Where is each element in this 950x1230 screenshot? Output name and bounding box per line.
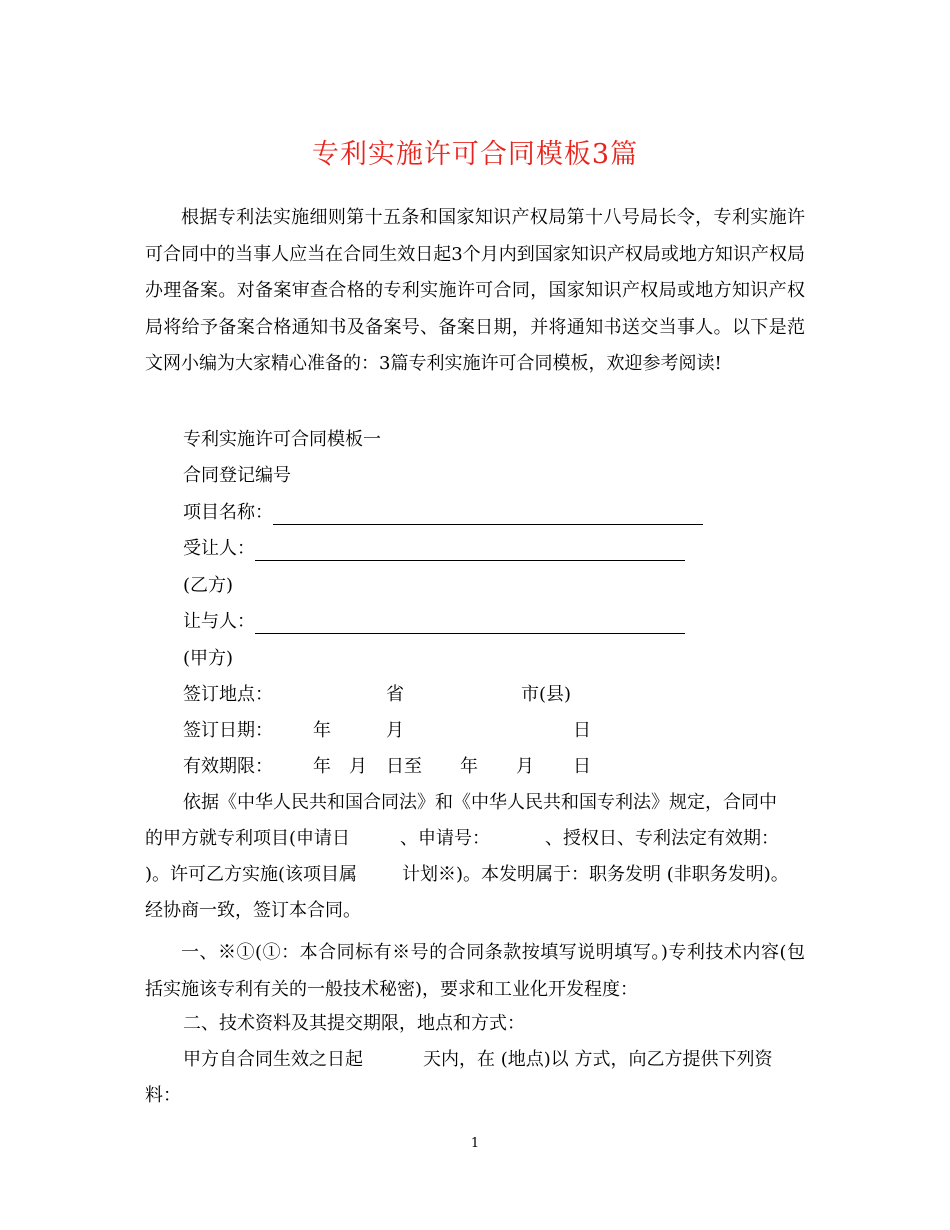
- sign-date-label: 签订日期：: [183, 720, 273, 741]
- city-label: 市(县): [521, 684, 572, 705]
- template-heading: 专利实施许可合同模板一: [183, 429, 381, 450]
- validity-start-day-to: 日至: [386, 756, 422, 777]
- clause-one-paragraph: 一、※①(①：本合同标有※号的合同条款按填写说明填写。)专利技术内容(包括实施该专利有关的一般技术秘密)，要求和工业化开发程度：: [145, 942, 805, 1000]
- assignee-blank: [255, 541, 685, 561]
- clause-two-heading: 二、技术资料及其提交期限，地点和方式：: [183, 1013, 525, 1034]
- assignor-label: 让与人：: [183, 611, 255, 632]
- validity-start-year: 年: [313, 756, 331, 777]
- assignor-blank: [255, 614, 685, 634]
- document-title: 专利实施许可合同模板3篇: [311, 139, 639, 170]
- clause-one-block: [145, 935, 805, 1008]
- sign-date-row: [183, 719, 783, 743]
- basis-line-4: 经协商一致，签订本合同。: [145, 900, 361, 921]
- intro-block: [145, 200, 805, 383]
- basis-line-3-part-b: 计划※)。本发明属于：职务发明 (非职务发明)。: [402, 864, 789, 885]
- sign-place-label: 签订地点：: [183, 684, 273, 705]
- intro-paragraph: 根据专利法实施细则第十五条和国家知识产权局第十八号局长令，专利实施许可合同中的当事人应当在合同生效日起3个月内到国家知识产权局或地方知识产权局办理备案。对备案审查合格的专利实施许可合同，国家知识产权局或地方知识产权局将给予备案合格通知书及备案号、备案日期，并将通知书送交当事人。以下是范文网小编为大家精心准备的：3篇专利实施许可合同模板，欢迎参考阅读!: [145, 207, 805, 374]
- basis-line-3-part-a: )。许可乙方实施(该项目属: [145, 864, 358, 885]
- basis-line-2-part-c: 、授权日、专利法定有效期：: [545, 828, 779, 849]
- contract-reg-no-label: 合同登记编号: [183, 465, 291, 486]
- validity-end-month: 月: [516, 756, 534, 777]
- sign-place-row: [183, 683, 783, 707]
- project-name-row: [183, 501, 703, 525]
- sign-day-label: 日: [573, 720, 591, 741]
- assignee-label: 受让人：: [183, 538, 255, 559]
- party-b-label: (乙方): [183, 575, 234, 596]
- province-label: 省: [386, 684, 404, 705]
- validity-end-day: 日: [573, 756, 591, 777]
- basis-line-2-part-b: 、申请号：: [400, 828, 490, 849]
- party-a-label: (甲方): [183, 648, 234, 669]
- validity-label: 有效期限：: [183, 756, 273, 777]
- project-name-blank: [273, 505, 703, 525]
- validity-end-year: 年: [460, 756, 478, 777]
- validity-start-month: 月: [349, 756, 367, 777]
- page-number: 1: [470, 1136, 480, 1151]
- basis-line-1: 依据《中华人民共和国合同法》和《中华人民共和国专利法》规定，合同中: [183, 792, 777, 813]
- assignee-row: [183, 537, 685, 561]
- clause-two-body-part-a: 甲方自合同生效之日起: [183, 1049, 363, 1070]
- clause-two-body-line-1: [183, 1048, 803, 1072]
- clause-two-body-line-2: 料：: [145, 1085, 181, 1106]
- assignor-row: [183, 610, 685, 634]
- basis-line-2-part-a: 的甲方就专利项目(申请日: [145, 828, 351, 849]
- sign-month-label: 月: [386, 720, 404, 741]
- project-name-label: 项目名称：: [183, 502, 273, 523]
- basis-line-3: [145, 863, 805, 887]
- validity-row: [183, 755, 783, 779]
- sign-year-label: 年: [313, 720, 331, 741]
- basis-line-2: [145, 827, 805, 851]
- clause-two-body-part-b: 天内，在 (地点)以 方式，向乙方提供下列资: [423, 1049, 773, 1070]
